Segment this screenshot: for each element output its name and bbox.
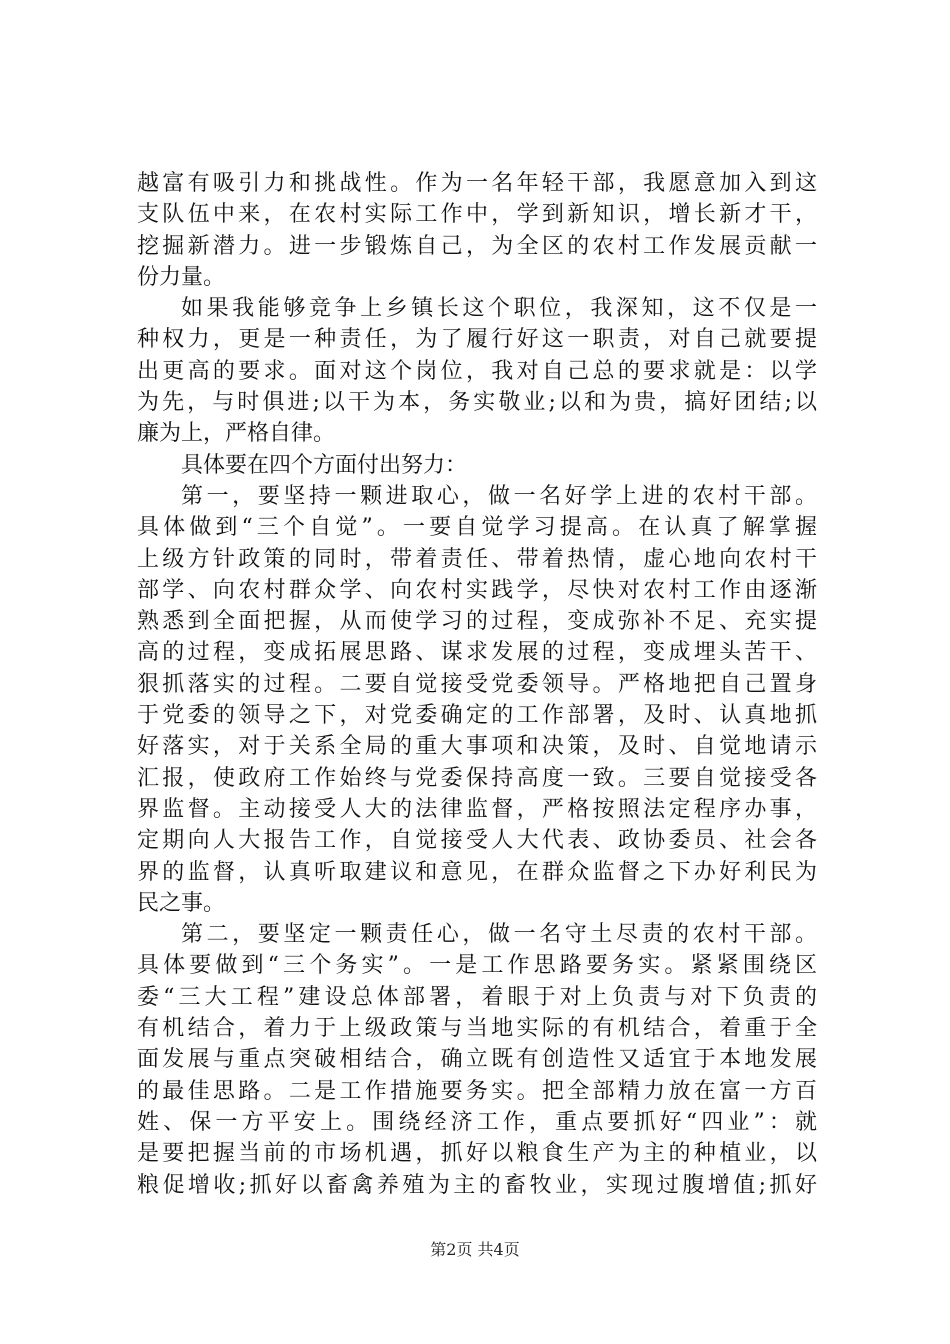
text-line: 具体要在四个方面付出努力： (181, 452, 468, 478)
text-line: 有机结合，着力于上级政策与当地实际的有机结合，着重于全 (137, 1016, 817, 1042)
text-line: 粮促增收;抓好以畜禽养殖为主的畜牧业，实现过腹增值;抓好 (137, 1172, 817, 1198)
text-line: 种权力，更是一种责任，为了履行好这一职责，对自己就要提 (137, 327, 817, 353)
text-line: 熟悉到全面把握，从而使学习的过程，变成弥补不足、充实提 (137, 609, 817, 635)
text-line: 具体做到“三个自觉”。一要自觉学习提高。在认真了解掌握 (137, 515, 817, 541)
text-line: 界监督。主动接受人大的法律监督，严格按照法定程序办事， (137, 796, 817, 822)
text-line: 支队伍中来，在农村实际工作中，学到新知识，增长新才干， (137, 202, 817, 228)
text-line: 挖掘新潜力。进一步锻炼自己，为全区的农村工作发展贡献一 (137, 233, 817, 259)
text-line: 部学、向农村群众学、向农村实践学，尽快对农村工作由逐渐 (137, 577, 817, 603)
text-line: 具体要做到“三个务实”。一是工作思路要务实。紧紧围绕区 (137, 953, 817, 979)
text-line: 好落实，对于关系全局的重大事项和决策，及时、自觉地请示 (137, 734, 817, 760)
text-line: 廉为上，严格自律。 (137, 421, 336, 447)
text-line: 第一，要坚持一颗进取心，做一名好学上进的农村干部。 (181, 483, 817, 509)
text-line: 为先，与时俱进;以干为本，务实敬业;以和为贵，搞好团结;以 (137, 390, 817, 416)
text-line: 份力量。 (137, 264, 226, 290)
text-line: 于党委的领导之下，对党委确定的工作部署，及时、认真地抓 (137, 703, 817, 729)
text-line: 定期向人大报告工作，自觉接受人大代表、政协委员、社会各 (137, 828, 817, 854)
text-line: 委“三大工程”建设总体部署，着眼于对上负责与对下负责的 (137, 984, 817, 1010)
text-line: 是要把握当前的市场机遇，抓好以粮食生产为主的种植业，以 (137, 1141, 817, 1167)
text-line: 面发展与重点突破相结合，确立既有创造性又适宜于本地发展 (137, 1047, 817, 1073)
text-line: 如果我能够竞争上乡镇长这个职位，我深知，这不仅是一 (181, 296, 817, 322)
text-line: 上级方针政策的同时，带着责任、带着热情，虚心地向农村干 (137, 546, 817, 572)
body-text (137, 168, 817, 1201)
text-line: 界的监督，认真听取建议和意见，在群众监督之下办好利民为 (137, 859, 817, 885)
text-line: 民之事。 (137, 890, 226, 916)
text-line: 狠抓落实的过程。二要自觉接受党委领导。严格地把自己置身 (137, 671, 817, 697)
text-line: 高的过程，变成拓展思路、谋求发展的过程，变成埋头苦干、 (137, 640, 817, 666)
text-line: 第二，要坚定一颗责任心，做一名守土尽责的农村干部。 (181, 922, 817, 948)
text-line: 出更高的要求。面对这个岗位，我对自己总的要求就是：以学 (137, 358, 817, 384)
text-line: 越富有吸引力和挑战性。作为一名年轻干部，我愿意加入到这 (137, 171, 817, 196)
text-line: 汇报，使政府工作始终与党委保持高度一致。三要自觉接受各 (137, 765, 817, 791)
text-line: 姓、保一方平安上。围绕经济工作，重点要抓好“四业”：就 (137, 1109, 817, 1135)
text-line: 的最佳思路。二是工作措施要务实。把全部精力放在富一方百 (137, 1078, 817, 1104)
page-footer: 第2页 共4页 (430, 1240, 520, 1259)
